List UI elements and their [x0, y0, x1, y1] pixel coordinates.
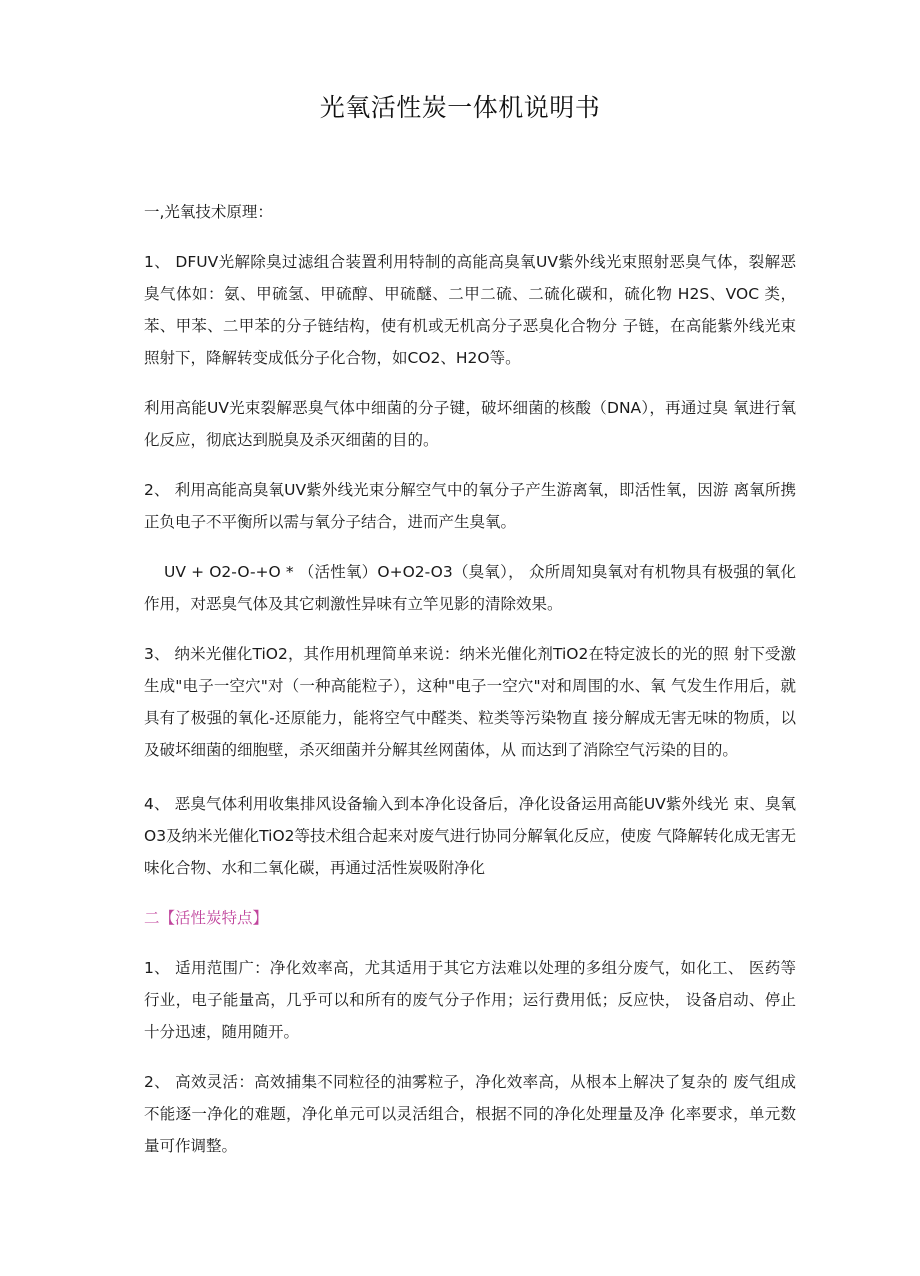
section1-paragraph-5: 3、 纳米光催化TiO2，其作用机理简单来说：纳米光催化剂TiO2在特定波长的光的照 射下受激生成"电子一空穴"对（一种高能粒子），这种"电子一空穴"对和周围的水、氧 气发生作用后，就具有了极强的氧化-还原能力，能将空气中醛类、粒类等污染物直 接分解成无害无味的物质，以及破坏细菌的细胞壁，杀灭细菌并分解其丝网菌体，从 而达到了消除空气污染的目的。: [144, 645, 796, 759]
section1-paragraph-2: 利用高能UV光束裂解恶臭气体中细菌的分子键，破坏细菌的核酸（DNA），再通过臭 氧进行氧化反应，彻底达到脱臭及杀灭细菌的目的。: [144, 399, 796, 449]
section1-paragraph-3: 2、 利用高能高臭氧UV紫外线光束分解空气中的氧分子产生游离氧，即活性氧，因游 离氧所携正负电子不平衡所以需与氧分子结合，进而产生臭氧。: [144, 481, 796, 531]
section1-paragraph-4: UV + O2-O-+O * （活性氧）O+O2-O3（臭氧）， 众所周知臭氧对有机物具有极强的氧化作用，对恶臭气体及其它刺激性异味有立竿见影的清除效果。: [144, 563, 796, 613]
section1-heading: 一,光氧技术原理：: [144, 203, 273, 221]
section1-paragraph-6: 4、 恶臭气体利用收集排风设备输入到本净化设备后，净化设备运用高能UV紫外线光 束、臭氧O3及纳米光催化TiO2等技术组合起来对废气进行协同分解氧化反应，使废 气降解转化成无害无味化合物、水和二氧化碳，再通过活性炭吸附净化: [144, 795, 796, 877]
section2-paragraph-1: 1、 适用范围广：净化效率高，尤其适用于其它方法难以处理的多组分废气，如化工、 医药等行业，电子能量高，几乎可以和所有的废气分子作用；运行费用低；反应快， 设备启动、停止十分迅速，随用随开。: [144, 959, 796, 1041]
section1-paragraph-1: 1、 DFUV光解除臭过滤组合装置利用特制的高能高臭氧UV紫外线光束照射恶臭气体，裂解恶臭气体如：氨、甲硫氢、甲硫醇、甲硫醚、二甲二硫、二硫化碳和，硫化物 H2S、VOC 类，苯、甲苯、二甲苯的分子链结构，使有机或无机高分子恶臭化合物分 子链，在高能紫外线光束照射下，降解转变成低分子化合物，如CO2、H2O等。: [144, 253, 796, 367]
section2-heading: 二【活性炭特点】: [144, 909, 269, 927]
document-body: [144, 196, 796, 1162]
section2-paragraph-2: 2、 高效灵活：高效捕集不同粒径的油雾粒子，净化效率高，从根本上解决了复杂的 废气组成不能逐一净化的难题，净化单元可以灵活组合，根据不同的净化处理量及净 化率要求，单元数量可作调整。: [144, 1073, 796, 1155]
document-title: 光氧活性炭一体机说明书: [319, 93, 601, 122]
